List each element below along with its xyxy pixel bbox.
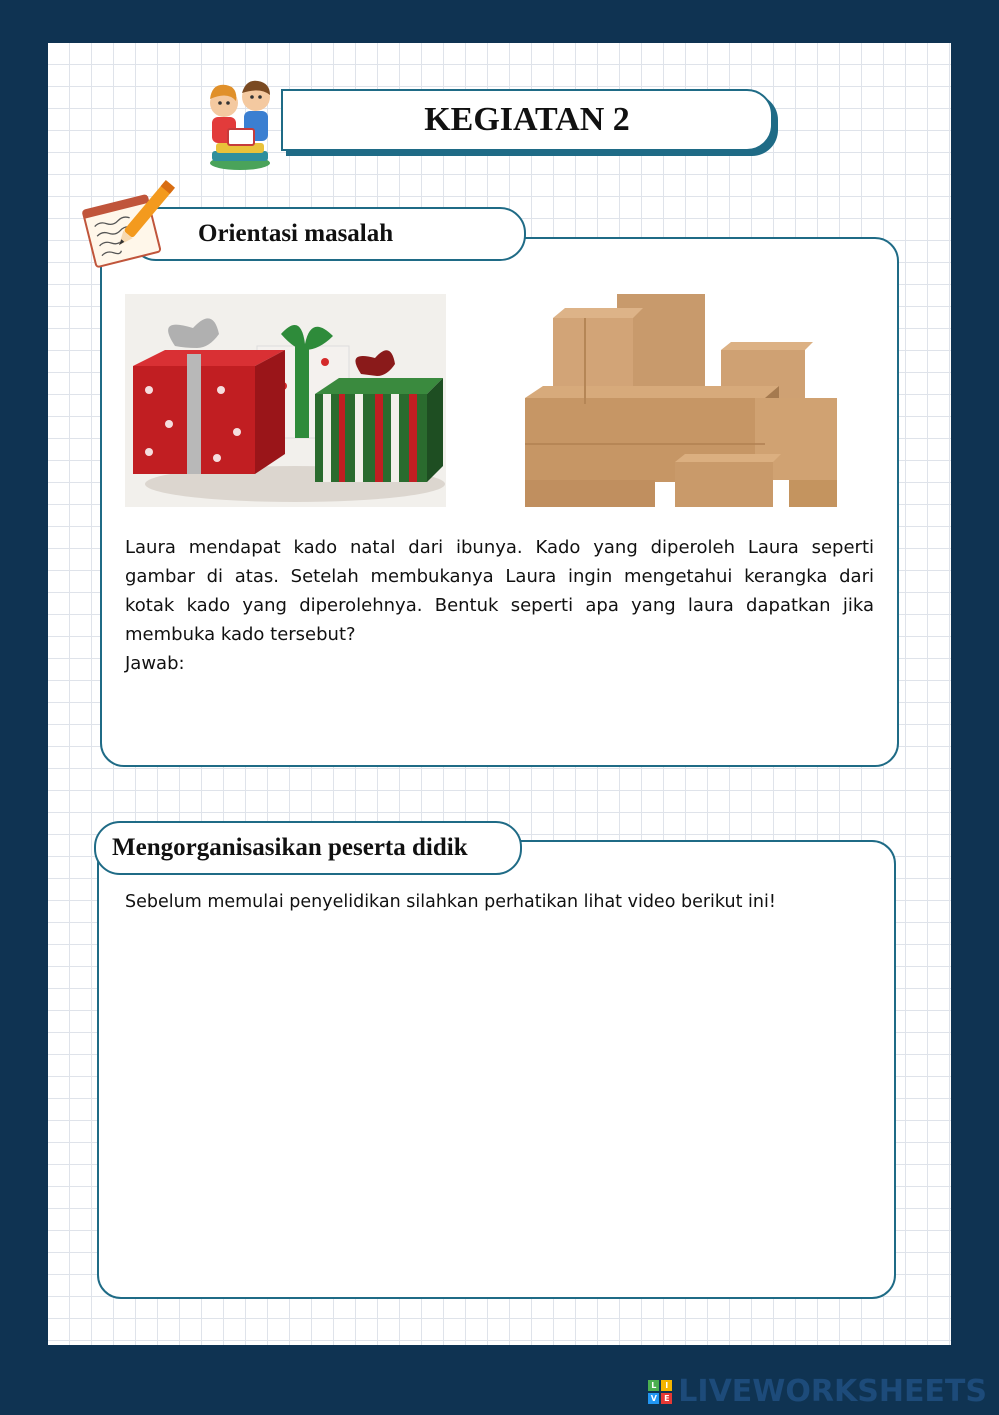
- notebook-pen-icon: [76, 173, 176, 273]
- kids-reading-icon: [198, 73, 282, 173]
- section-heading-orientation: [130, 207, 526, 261]
- problem-paragraph: Laura mendapat kado natal dari ibunya. Kado yang diperoleh Laura seperti gambar di atas. Setelah membukanya Laura ingin mengetahui kerangka dari kotak kado yang diperolehnya. Bentuk seperti apa yang laura dapatkan jika membuka kado tersebut?: [125, 537, 874, 645]
- answer-label: Jawab:: [125, 653, 185, 674]
- cardboard-boxes-image: [525, 294, 837, 507]
- page-title: [281, 89, 773, 151]
- section-heading-text: Orientasi masalah: [198, 220, 394, 247]
- liveworksheets-logo-icon: L I V E: [648, 1380, 672, 1404]
- gift-boxes-image: [125, 294, 446, 507]
- liveworksheets-text: LIVEWORKSHEETS: [678, 1374, 987, 1409]
- page-title-text: KEGIATAN 2: [424, 101, 630, 138]
- video-instruction: Sebelum memulai penyelidikan silahkan perhatikan lihat video berikut ini!: [125, 892, 776, 912]
- worksheet-page: [48, 43, 951, 1345]
- section-heading-text: Mengorganisasikan peserta didik: [112, 834, 468, 861]
- section-heading-organize: [94, 821, 522, 875]
- liveworksheets-watermark: [648, 1374, 987, 1409]
